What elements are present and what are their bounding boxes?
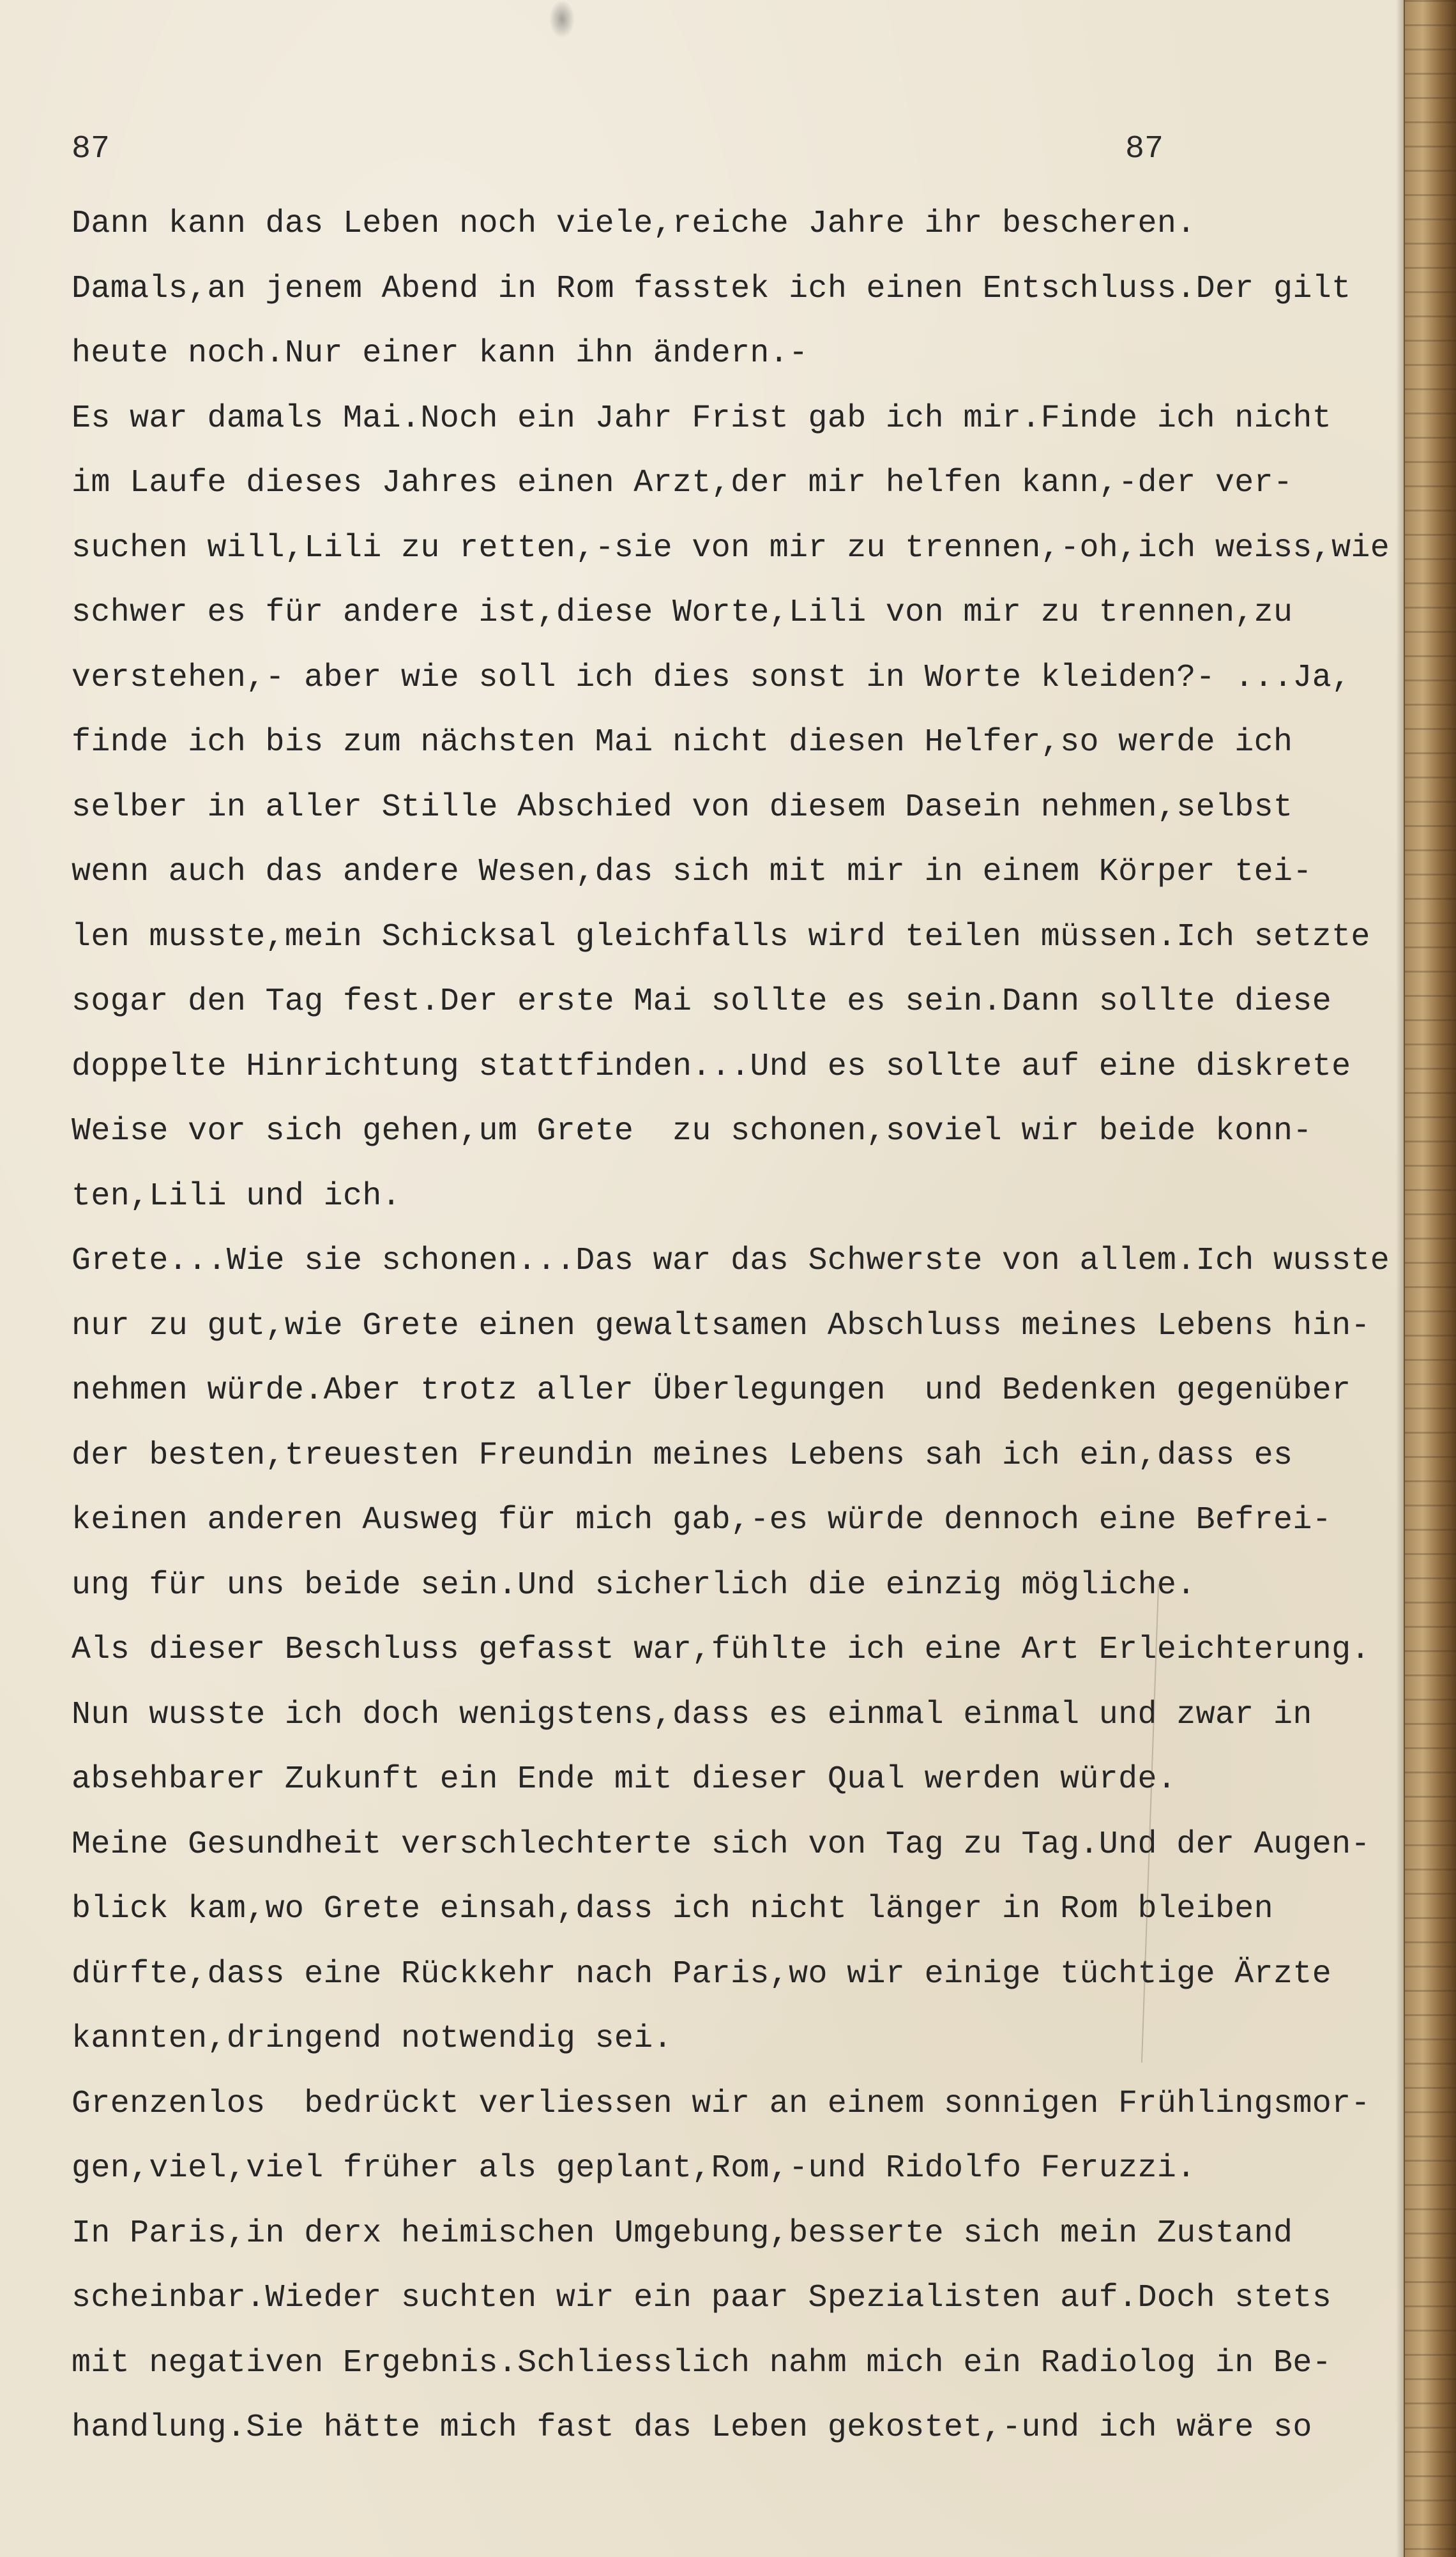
text-line: Nun wusste ich doch wenigstens,dass es einmal einmal und zwar in [72, 1696, 1312, 1733]
text-line: scheinbar.Wieder suchten wir ein paar Spezialisten auf.Doch stets [72, 2280, 1332, 2316]
text-line: Als dieser Beschluss gefasst war,fühlte ich eine Art Erleichterung. [72, 1632, 1370, 1668]
text-line: In Paris,in derx heimischen Umgebung,besserte sich mein Zustand [72, 2215, 1293, 2252]
body-text [72, 192, 1390, 2461]
book-binding-edge [1404, 0, 1456, 2557]
text-line: ten,Lili und ich. [72, 1178, 402, 1215]
ink-smudge [549, 0, 575, 38]
text-line: heute noch.Nur einer kann ihn ändern.- [72, 335, 808, 372]
text-line: suchen will,Lili zu retten,-sie von mir zu trennen,-oh,ich weiss,wie [72, 529, 1390, 566]
text-line: im Laufe dieses Jahres einen Arzt,der mir helfen kann,-der ver- [72, 465, 1293, 501]
text-line: Es war damals Mai.Noch ein Jahr Frist gab ich mir.Finde ich nicht [72, 400, 1332, 437]
text-line: sogar den Tag fest.Der erste Mai sollte es sein.Dann sollte diese [72, 983, 1332, 1020]
page-number-right: 87 [1125, 131, 1164, 167]
text-line: schwer es für andere ist,diese Worte,Lili von mir zu trennen,zu [72, 595, 1293, 631]
text-line: verstehen,- aber wie soll ich dies sonst in Worte kleiden?- ...Ja, [72, 659, 1351, 696]
text-line: ung für uns beide sein.Und sicherlich die einzig mögliche. [72, 1567, 1196, 1604]
text-line: nur zu gut,wie Grete einen gewaltsamen Abschluss meines Lebens hin- [72, 1307, 1370, 1344]
text-line: Grete...Wie sie schonen...Das war das Schwerste von allem.Ich wusste [72, 1243, 1390, 1279]
text-line: gen,viel,viel früher als geplant,Rom,-und Ridolfo Feruzzi. [72, 2150, 1196, 2187]
page-number-left: 87 [72, 131, 110, 167]
text-line: selber in aller Stille Abschied von diesem Dasein nehmen,selbst [72, 789, 1293, 826]
text-line: finde ich bis zum nächsten Mai nicht diesen Helfer,so werde ich [72, 724, 1293, 761]
text-line: Weise vor sich gehen,um Grete zu schonen,soviel wir beide konn- [72, 1113, 1312, 1150]
text-line: blick kam,wo Grete einsah,dass ich nicht länger in Rom bleiben [72, 1891, 1274, 1927]
text-line: wenn auch das andere Wesen,das sich mit mir in einem Körper tei- [72, 854, 1312, 890]
text-line: doppelte Hinrichtung stattfinden...Und es sollte auf eine diskrete [72, 1048, 1351, 1085]
text-line: der besten,treuesten Freundin meines Lebens sah ich ein,dass es [72, 1437, 1293, 1474]
text-line: len musste,mein Schicksal gleichfalls wird teilen müssen.Ich setzte [72, 918, 1370, 955]
text-line: Dann kann das Leben noch viele,reiche Jahre ihr bescheren. [72, 206, 1196, 242]
text-line: Damals,an jenem Abend in Rom fasstek ich einen Entschluss.Der gilt [72, 270, 1351, 307]
text-line: mit negativen Ergebnis.Schliesslich nahm mich ein Radiolog in Be- [72, 2344, 1332, 2381]
text-line: kannten,dringend notwendig sei. [72, 2021, 673, 2057]
text-line: keinen anderen Ausweg für mich gab,-es würde dennoch eine Befrei- [72, 1502, 1332, 1538]
text-line: nehmen würde.Aber trotz aller Überlegungen und Bedenken gegenüber [72, 1372, 1351, 1409]
text-line: dürfte,dass eine Rückkehr nach Paris,wo wir einige tüchtige Ärzte [72, 1955, 1332, 1992]
text-line: absehbarer Zukunft ein Ende mit dieser Qual werden würde. [72, 1761, 1177, 1798]
text-line: handlung.Sie hätte mich fast das Leben gekostet,-und ich wäre so [72, 2409, 1312, 2446]
text-line: Meine Gesundheit verschlechterte sich von Tag zu Tag.Und der Augen- [72, 1826, 1370, 1863]
text-line: Grenzenlos bedrückt verliessen wir an einem sonnigen Frühlingsmor- [72, 2085, 1370, 2122]
